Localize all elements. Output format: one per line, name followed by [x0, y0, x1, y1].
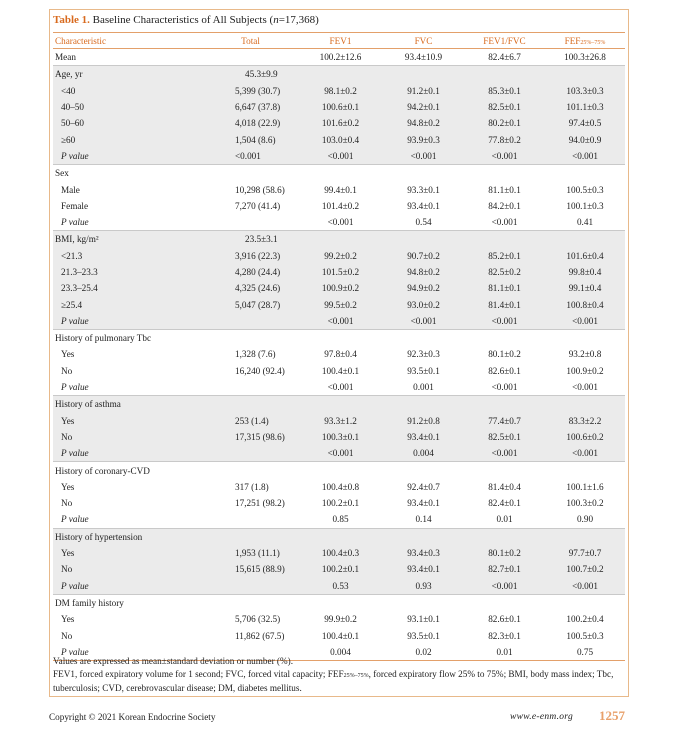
cell-fev1 — [298, 231, 383, 248]
cell-fev1 — [298, 66, 383, 83]
cell-total: 1,328 (7.6) — [235, 349, 276, 360]
cell-fef: 100.1±1.6 — [566, 481, 604, 492]
table-row — [53, 445, 625, 462]
table-label: Table 1. — [53, 14, 90, 26]
cell-fvc: 90.7±0.2 — [383, 248, 464, 264]
cell-total: 4,280 (24.4) — [203, 264, 298, 280]
cell-fef — [545, 66, 625, 83]
cell-fev1: <0.001 — [298, 445, 383, 462]
cell-fef: 100.8±0.4 — [545, 296, 625, 312]
row-label: No — [61, 498, 73, 509]
cell-fvc: 0.93 — [383, 578, 464, 595]
row-label: Sex — [53, 165, 203, 182]
cell-fvc: 94.9±0.2 — [383, 280, 464, 296]
cell-total: 5,399 (30.7) — [203, 83, 298, 99]
cell-fvc: <0.001 — [383, 313, 464, 330]
cell-fef — [545, 462, 625, 479]
table-row — [53, 429, 625, 445]
cell-fef: <0.001 — [545, 578, 625, 595]
cell-fev1-fvc: 0.01 — [464, 644, 545, 661]
cell-total — [203, 214, 298, 231]
row-label: P value — [61, 217, 89, 228]
cell-fev1-fvc: <0.001 — [464, 313, 545, 330]
cell-fef: <0.001 — [545, 313, 625, 330]
cell-fev1: 101.5±0.2 — [298, 264, 383, 280]
cell-fev1: 101.6±0.2 — [298, 115, 383, 131]
cell-fev1 — [298, 396, 383, 413]
cell-fef: 0.90 — [576, 514, 594, 525]
table-header-row — [53, 33, 625, 49]
cell-fef: 97.7±0.7 — [545, 545, 625, 561]
cell-fef: 99.8±0.4 — [545, 264, 625, 280]
cell-fev1-fvc — [464, 231, 545, 248]
cell-fev1: 100.2±0.1 — [298, 561, 383, 577]
cell-fev1: 0.004 — [298, 644, 383, 661]
cell-fef: 0.75 — [545, 644, 625, 661]
cell-total — [203, 396, 298, 413]
cell-total: 7,270 (41.4) — [235, 200, 281, 211]
cell-fvc: 93.9±0.3 — [383, 131, 464, 147]
cell-fef: 99.1±0.4 — [545, 280, 625, 296]
cell-total: 1,504 (8.6) — [203, 131, 298, 147]
cell-fev1: 100.6±0.1 — [298, 99, 383, 115]
cell-fvc: 94.8±0.2 — [383, 115, 464, 131]
cell-fef: 100.6±0.2 — [545, 429, 625, 445]
cell-fev1: 93.3±1.2 — [298, 413, 383, 429]
cell-fev1-fvc: <0.001 — [491, 217, 518, 228]
cell-fev1-fvc: 80.1±0.2 — [464, 545, 545, 561]
cell-fev1-fvc: 80.1±0.2 — [488, 349, 521, 360]
cell-total: 11,862 (67.5) — [235, 630, 285, 641]
row-label: History of asthma — [53, 396, 203, 413]
cell-fvc: 93.5±0.1 — [407, 365, 440, 376]
cell-total — [203, 330, 298, 347]
cell-fvc: 0.54 — [415, 217, 432, 228]
cell-total: 23.5±3.1 — [203, 231, 298, 248]
cell-total — [203, 528, 298, 545]
table-row — [53, 181, 625, 197]
cell-fvc: 93.5±0.1 — [407, 630, 440, 641]
cell-total — [203, 313, 298, 330]
cell-fev1: <0.001 — [298, 148, 383, 165]
cell-fev1: 99.2±0.2 — [298, 248, 383, 264]
row-label: ≥60 — [53, 131, 203, 147]
row-label: Female — [61, 200, 89, 211]
header-fef-subscript: 25%–75% — [580, 39, 606, 46]
cell-total: 10,298 (58.6) — [235, 184, 285, 195]
cell-fev1-fvc: <0.001 — [464, 578, 545, 595]
cell-fef: 100.9±0.2 — [566, 365, 604, 376]
row-label: DM family history — [53, 594, 203, 611]
cell-fev1: 100.9±0.2 — [298, 280, 383, 296]
table-row — [53, 396, 625, 413]
baseline-characteristics-table — [53, 32, 625, 661]
cell-fev1-fvc: 82.5±0.2 — [464, 264, 545, 280]
cell-fev1: 99.4±0.1 — [324, 184, 357, 195]
table-row — [53, 264, 625, 280]
cell-fev1-fvc: 82.3±0.1 — [488, 630, 521, 641]
table-row — [53, 578, 625, 595]
cell-fev1: 97.8±0.4 — [324, 349, 357, 360]
row-label: 40–50 — [53, 99, 203, 115]
header-fef — [545, 33, 625, 49]
cell-fef: <0.001 — [545, 148, 625, 165]
cell-fef: 97.4±0.5 — [545, 115, 625, 131]
cell-fvc: <0.001 — [383, 148, 464, 165]
cell-fev1: 100.4±0.1 — [321, 630, 360, 641]
row-label: Mean — [55, 52, 76, 63]
footnote-abbrev-subscript: 25%–75% — [343, 672, 369, 679]
cell-fef: 100.1±0.3 — [566, 200, 604, 211]
cell-fvc — [383, 462, 464, 479]
cell-fev1 — [298, 462, 383, 479]
row-label: Age, yr — [53, 66, 203, 83]
cell-fev1-fvc — [464, 396, 545, 413]
cell-fev1-fvc: <0.001 — [491, 382, 518, 393]
cell-fev1: <0.001 — [298, 313, 383, 330]
footnote-abbreviations-cont: tuberculosis; CVD, cerebrovascular disease; DM, diabetes mellitus. — [53, 683, 302, 693]
cell-fvc: 93.3±0.1 — [407, 184, 440, 195]
row-label: 21.3–23.3 — [53, 264, 203, 280]
table-row — [53, 231, 625, 248]
cell-total — [203, 511, 298, 528]
cell-total: 17,251 (98.2) — [235, 498, 285, 509]
cell-total: 317 (1.8) — [235, 481, 269, 492]
row-label: Yes — [61, 349, 75, 360]
row-label: History of hypertension — [53, 528, 203, 545]
cell-fvc: 0.02 — [383, 644, 464, 661]
cell-total: 4,018 (22.9) — [203, 115, 298, 131]
cell-fef — [545, 231, 625, 248]
cell-fef: 0.41 — [576, 217, 594, 228]
cell-fev1 — [298, 528, 383, 545]
table-row — [53, 296, 625, 312]
cell-fev1-fvc — [464, 594, 545, 611]
cell-fvc: 93.4±0.1 — [407, 498, 440, 509]
table-caption — [53, 14, 319, 26]
cell-fef — [545, 330, 625, 347]
cell-total: <0.001 — [203, 148, 298, 165]
table-row — [53, 83, 625, 99]
cell-total: 3,916 (22.3) — [203, 248, 298, 264]
cell-fev1-fvc: 81.1±0.1 — [464, 280, 545, 296]
cell-fev1-fvc — [464, 165, 545, 182]
cell-total: 17,315 (98.6) — [203, 429, 298, 445]
row-label: Yes — [53, 545, 203, 561]
cell-fev1: 99.9±0.2 — [324, 614, 357, 625]
cell-fev1 — [298, 330, 383, 347]
cell-fvc — [383, 396, 464, 413]
row-label: <40 — [53, 83, 203, 99]
cell-fvc: 0.14 — [415, 514, 432, 525]
table-row — [53, 511, 625, 528]
table-row — [53, 528, 625, 545]
header-total: Total — [203, 33, 298, 49]
row-label: P value — [53, 644, 203, 661]
table-row — [53, 165, 625, 182]
cell-total — [203, 49, 298, 66]
cell-fev1: 98.1±0.2 — [298, 83, 383, 99]
cell-fev1: 100.4±0.3 — [298, 545, 383, 561]
table-row — [53, 330, 625, 347]
cell-fev1: <0.001 — [327, 217, 354, 228]
cell-fvc — [383, 330, 464, 347]
cell-fev1: 99.5±0.2 — [298, 296, 383, 312]
cell-fef: 100.3±0.2 — [566, 498, 604, 509]
row-label: P value — [61, 382, 89, 393]
table-row — [53, 495, 625, 511]
table-row — [53, 479, 625, 495]
cell-total: 45.3±9.9 — [203, 66, 298, 83]
row-label: BMI, kg/m² — [53, 231, 203, 248]
cell-fef: 103.3±0.3 — [545, 83, 625, 99]
cell-fvc — [383, 165, 464, 182]
cell-fef: 101.1±0.3 — [545, 99, 625, 115]
table-row — [53, 627, 625, 643]
row-label: P value — [61, 514, 89, 525]
cell-fvc: 0.001 — [413, 382, 434, 393]
cell-fev1: <0.001 — [327, 382, 354, 393]
cell-fvc: 93.4±0.3 — [383, 545, 464, 561]
cell-fev1: 100.4±0.8 — [321, 481, 360, 492]
cell-fvc: 93.4±10.9 — [404, 52, 443, 63]
table-footnotes — [53, 655, 625, 695]
cell-total — [203, 578, 298, 595]
cell-fev1-fvc: 81.4±0.1 — [464, 296, 545, 312]
table-row — [53, 131, 625, 147]
cell-total: 5,706 (32.5) — [235, 614, 281, 625]
footnote-abbrev-part1: FEV1, forced expiratory volume for 1 second; FVC, forced vital capacity; FEF — [53, 668, 344, 679]
cell-fef: 100.2±0.4 — [566, 614, 604, 625]
row-label: Yes — [53, 413, 203, 429]
cell-fvc: 0.004 — [383, 445, 464, 462]
table-row — [53, 545, 625, 561]
cell-fev1-fvc — [464, 528, 545, 545]
row-label: Yes — [61, 614, 75, 625]
cell-fev1-fvc — [464, 462, 545, 479]
row-label: 23.3–25.4 — [53, 280, 203, 296]
footnote-abbrev-part2: , forced expiratory flow 25% to 75%; BMI, body mass index; Tbc, — [368, 668, 614, 679]
header-fef-label: FEF — [564, 35, 581, 46]
cell-fev1-fvc: 77.8±0.2 — [464, 131, 545, 147]
page-number: 1257 — [599, 708, 625, 723]
table-row — [53, 148, 625, 165]
cell-fvc: 93.1±0.1 — [407, 614, 440, 625]
cell-fvc: 93.4±0.1 — [383, 429, 464, 445]
copyright-text: Copyright © 2021 Korean Endocrine Society — [49, 712, 216, 722]
cell-fev1-fvc: <0.001 — [464, 148, 545, 165]
row-label: ≥25.4 — [53, 296, 203, 312]
table-row — [53, 248, 625, 264]
row-label: P value — [53, 313, 203, 330]
cell-fef: <0.001 — [545, 445, 625, 462]
row-label: No — [61, 630, 73, 641]
cell-fef: 101.6±0.4 — [545, 248, 625, 264]
row-label: P value — [53, 445, 203, 462]
table-row — [53, 594, 625, 611]
table-row — [53, 462, 625, 479]
row-label: No — [53, 561, 203, 577]
cell-fev1: 100.2±0.1 — [321, 498, 360, 509]
cell-fev1-fvc: 82.6±0.1 — [488, 614, 521, 625]
table-row — [53, 214, 625, 231]
row-label: Male — [61, 184, 80, 195]
cell-fev1-fvc: 82.6±0.1 — [488, 365, 521, 376]
row-label: No — [61, 365, 73, 376]
cell-fev1: 100.3±0.1 — [298, 429, 383, 445]
header-characteristic: Characteristic — [53, 33, 203, 49]
cell-fef: 100.5±0.3 — [566, 630, 604, 641]
table-title-n-value: =17,368) — [278, 14, 319, 26]
cell-fev1-fvc: 82.7±0.1 — [464, 561, 545, 577]
cell-fev1-fvc: 82.4±0.1 — [488, 498, 521, 509]
cell-fef: <0.001 — [572, 382, 598, 393]
table-row — [53, 363, 625, 379]
row-label: 50–60 — [53, 115, 203, 131]
cell-fvc: 93.4±0.1 — [383, 561, 464, 577]
cell-total — [203, 379, 298, 396]
cell-fev1-fvc: 84.2±0.1 — [488, 200, 521, 211]
journal-url[interactable]: www.e-enm.org — [510, 712, 574, 722]
cell-fvc: 93.4±0.1 — [407, 200, 440, 211]
cell-fev1-fvc: 77.4±0.7 — [464, 413, 545, 429]
cell-fev1: 100.2±12.6 — [319, 52, 362, 63]
table-row — [53, 280, 625, 296]
cell-fev1: 100.4±0.1 — [321, 365, 360, 376]
row-label: <21.3 — [53, 248, 203, 264]
table-row — [53, 561, 625, 577]
cell-fvc: 92.4±0.7 — [407, 481, 440, 492]
table-row — [53, 346, 625, 362]
cell-total: 1,953 (11.1) — [203, 545, 298, 561]
cell-total — [203, 445, 298, 462]
cell-total: 15,615 (88.9) — [203, 561, 298, 577]
cell-fev1: 103.0±0.4 — [298, 131, 383, 147]
cell-total: 253 (1.4) — [203, 413, 298, 429]
cell-fef: 100.5±0.3 — [566, 184, 604, 195]
row-label: No — [53, 429, 203, 445]
cell-fev1-fvc: 0.01 — [496, 514, 513, 525]
cell-fev1-fvc: 85.2±0.1 — [464, 248, 545, 264]
table-title: Baseline Characteristics of All Subjects ( — [92, 14, 274, 26]
cell-fvc: 94.2±0.1 — [383, 99, 464, 115]
row-label: P value — [53, 148, 203, 165]
cell-total — [203, 462, 298, 479]
header-fev1: FEV1 — [298, 33, 383, 49]
cell-fev1 — [298, 165, 383, 182]
footnote-values: Values are expressed as mean±standard deviation or number (%). — [53, 656, 293, 666]
cell-fvc — [383, 66, 464, 83]
cell-fef: 83.3±2.2 — [545, 413, 625, 429]
cell-fef: 100.3±26.8 — [564, 52, 606, 63]
cell-fvc: 94.8±0.2 — [383, 264, 464, 280]
header-fev1-fvc: FEV1/FVC — [464, 33, 545, 49]
cell-total: 16,240 (92.4) — [235, 365, 285, 376]
cell-fef — [545, 396, 625, 413]
cell-fef — [545, 165, 625, 182]
cell-fev1: 0.53 — [298, 578, 383, 595]
cell-total: 6,647 (37.8) — [203, 99, 298, 115]
cell-fvc — [383, 231, 464, 248]
table-row — [53, 379, 625, 396]
cell-fvc: 91.2±0.1 — [383, 83, 464, 99]
row-label: P value — [53, 578, 203, 595]
cell-fef: 94.0±0.9 — [545, 131, 625, 147]
cell-fvc — [383, 528, 464, 545]
table-row — [53, 49, 625, 66]
cell-fef: 93.2±0.8 — [568, 349, 602, 360]
cell-total: 4,325 (24.6) — [203, 280, 298, 296]
cell-fev1-fvc — [464, 66, 545, 83]
cell-fev1 — [298, 594, 383, 611]
cell-fev1-fvc: 80.2±0.1 — [464, 115, 545, 131]
table-row — [53, 413, 625, 429]
table-title-n: n — [273, 14, 279, 26]
table-row — [53, 198, 625, 214]
header-fvc: FVC — [383, 33, 464, 49]
table-row — [53, 115, 625, 131]
table-row — [53, 611, 625, 627]
row-label: History of coronary-CVD — [53, 462, 203, 479]
table-row — [53, 313, 625, 330]
cell-fev1-fvc: 82.5±0.1 — [464, 99, 545, 115]
cell-fev1: 101.4±0.2 — [321, 200, 360, 211]
cell-fev1-fvc — [464, 330, 545, 347]
cell-total — [203, 165, 298, 182]
cell-fef — [545, 528, 625, 545]
cell-fvc: 91.2±0.8 — [383, 413, 464, 429]
baseline-table-wrapper — [53, 32, 625, 661]
cell-total: 5,047 (28.7) — [203, 296, 298, 312]
cell-fvc: 92.3±0.3 — [407, 349, 440, 360]
cell-fvc — [383, 594, 464, 611]
cell-fev1-fvc: 82.5±0.1 — [464, 429, 545, 445]
cell-total — [203, 594, 298, 611]
row-label: Yes — [61, 481, 75, 492]
cell-fef — [545, 594, 625, 611]
cell-fev1-fvc: 81.4±0.4 — [488, 481, 521, 492]
cell-fev1-fvc: 85.3±0.1 — [464, 83, 545, 99]
cell-fev1-fvc: 82.4±6.7 — [488, 52, 521, 63]
footnote-abbreviations — [53, 668, 625, 683]
table-row — [53, 66, 625, 83]
cell-fev1: 0.85 — [332, 514, 349, 525]
cell-fvc: 93.0±0.2 — [383, 296, 464, 312]
row-label: History of pulmonary Tbc — [53, 330, 203, 347]
cell-fef: 100.7±0.2 — [545, 561, 625, 577]
cell-fev1-fvc: <0.001 — [464, 445, 545, 462]
table-row — [53, 99, 625, 115]
table-body — [53, 49, 625, 661]
cell-fev1-fvc: 81.1±0.1 — [488, 184, 521, 195]
